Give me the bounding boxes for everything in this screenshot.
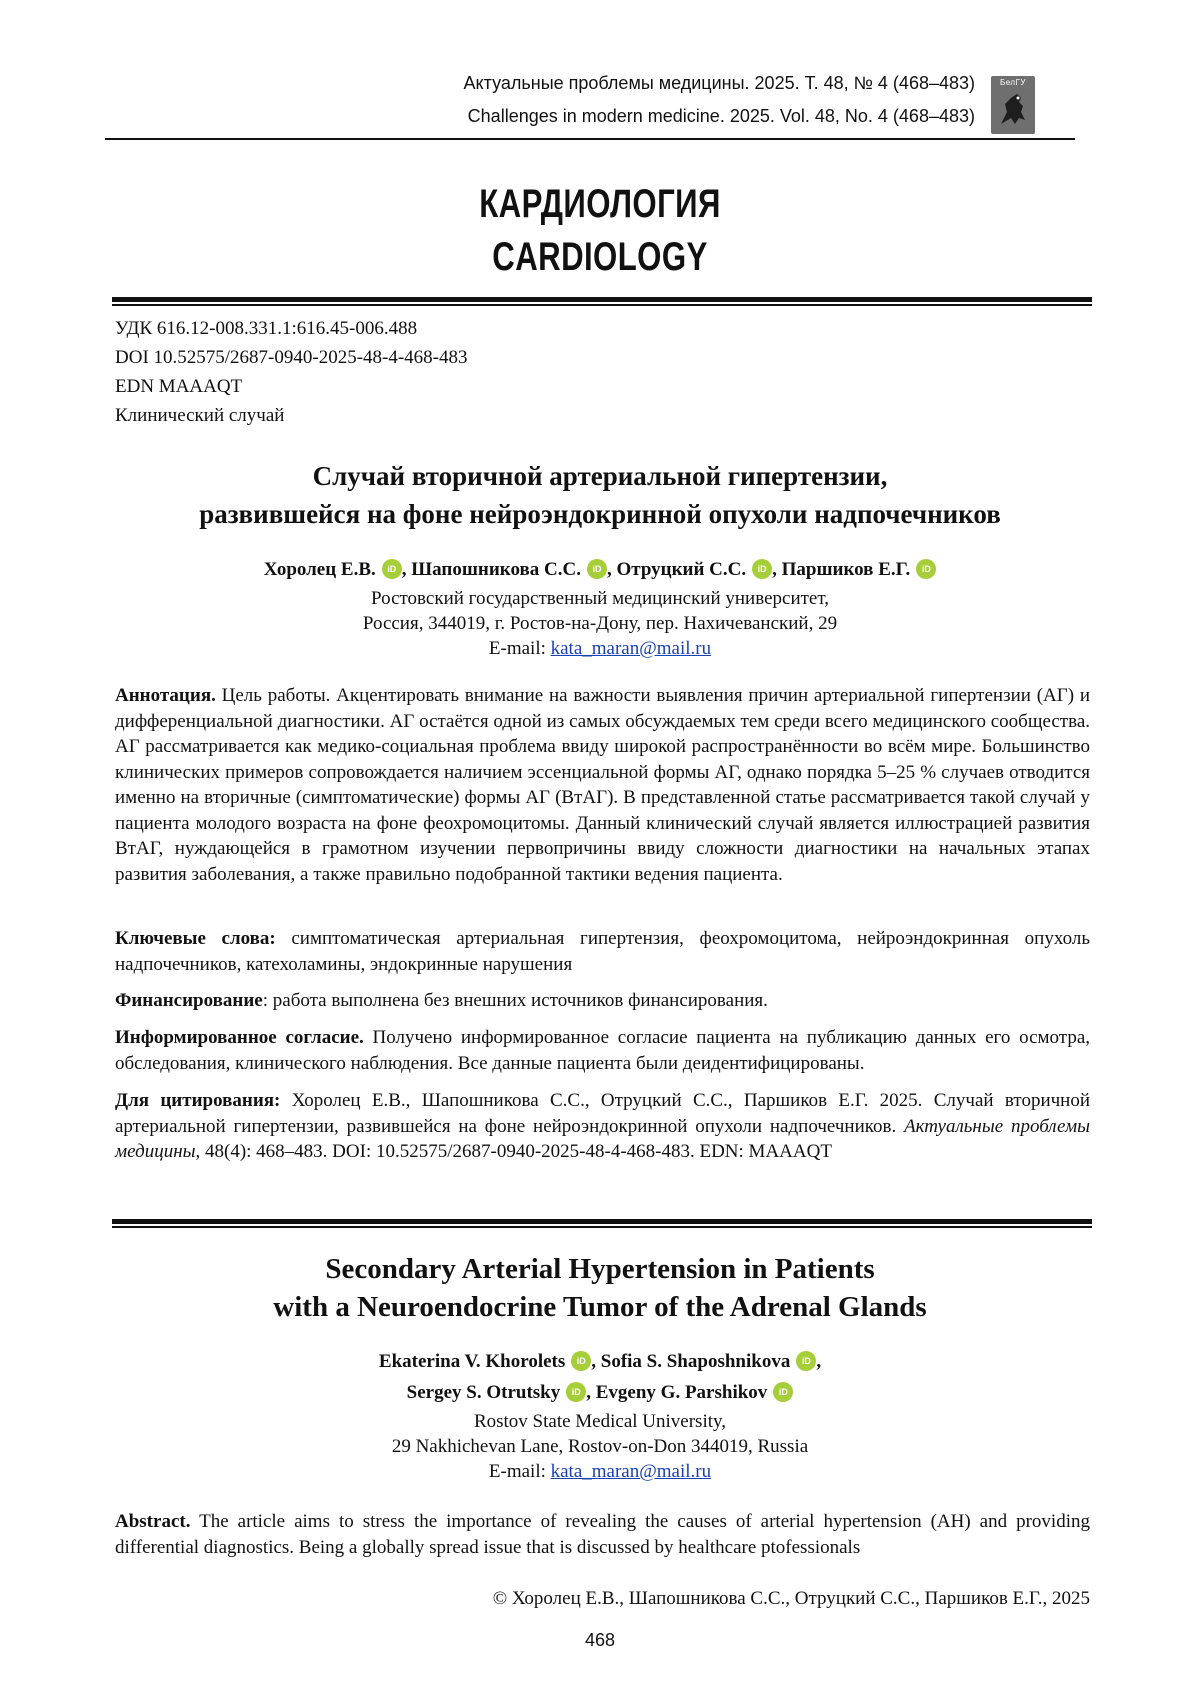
abstract-text: Цель работы. Акцентировать внимание на важности выявления причин артериальной гипертензии (АГ) и дифференциальной диагностики. АГ остаётся одной из самых обсуждаемых тем среди всего медицинского сообщества. АГ рассматривается как медико-социальная проблема ввиду широкой распространённости во всём мире. Большинство клинических примеров сопровождается наличием эссенциальной формы АГ, однако порядка 5–25 % случаев отводится именно на вторичные (симптоматические) формы АГ (ВтАГ). В представленной статье рассматривается такой случай у пациента молодого возраста на фоне феохромоцитомы. Данный клинический случай является иллюстрацией развития ВтАГ, нуждающейся в грамотном изучении первопричины ввиду сложности диагностики на начальных этапах развития заболевания, а также правильно подобранной тактики ведения пациента. [115, 685, 1090, 885]
citation-ru [115, 1088, 1090, 1165]
abstract-text: The article aims to stress the importance of revealing the causes of arterial hypertension (AH) and providing differential diagnostics. Being a globally spread issue that is discussed by healthcare ptofessionals [115, 1511, 1090, 1558]
email-label: E-mail: [488, 1461, 546, 1482]
header-divider [105, 138, 1075, 140]
article-title-ru [100, 457, 1100, 533]
title-ru-line1: Случай вторичной артериальной гипертензии, [312, 461, 888, 491]
funding-label: Финансирование [115, 990, 263, 1011]
language-divider [112, 1219, 1092, 1228]
orcid-icon[interactable]: iD [773, 1382, 793, 1402]
email-line [0, 1459, 1200, 1484]
article-meta [115, 314, 468, 430]
journal-citation-ru: Актуальные проблемы медицины. 2025. Т. 48, № 4 (468–483) [463, 73, 975, 93]
consent-label: Информированное согласие. [115, 1027, 364, 1048]
email-link[interactable]: kata_maran@mail.ru [550, 638, 712, 659]
email-line [0, 636, 1200, 661]
doi: DOI 10.52575/2687-0940-2025-48-4-468-483 [115, 347, 468, 368]
keywords-text: симптоматическая артериальная гипертензия, феохромоцитома, нейроэндокринная опухоль надпочечников, катехоламины, эндокринные нарушения [115, 928, 1090, 975]
affiliation-line: Ростовский государственный медицинский университет, [371, 588, 829, 609]
cite-label: Для цитирования: [115, 1090, 281, 1111]
copyright: © Хоролец Е.В., Шапошникова С.С., Отруцкий С.С., Паршиков Е.Г., 2025 [492, 1588, 1090, 1609]
authors-en-line1: Ekaterina V. Khorolets iD , Sofia S. Shaposhnikova iD , [378, 1351, 822, 1372]
authors-en-line2: Sergey S. Otrutsky iD , Evgeny G. Parshikov iD [0, 1377, 1200, 1408]
abstract-en [115, 1509, 1090, 1560]
article-type: Клинический случай [115, 405, 285, 426]
author-name: Sergey S. Otrutsky [406, 1382, 561, 1403]
email-label: E-mail: [488, 638, 546, 659]
title-en-line1: Secondary Arterial Hypertension in Patients [325, 1253, 875, 1285]
cite-details: , 48(4): 468–483. DOI: 10.52575/2687-0940-2025-48-4-468-483. EDN: MAAAQT [195, 1141, 832, 1162]
affiliation-en [0, 1409, 1200, 1484]
udk: УДК 616.12-008.331.1:616.45-006.488 [115, 318, 418, 339]
page-number: 468 [584, 1630, 616, 1650]
section-title-en: CARDIOLOGY [492, 235, 708, 279]
orcid-icon[interactable]: iD [587, 559, 607, 579]
affiliation-address: Россия, 344019, г. Ростов-на-Дону, пер. Нахичеванский, 29 [362, 613, 838, 634]
funding-text: : работа выполнена без внешних источников финансирования. [262, 990, 768, 1011]
authors-ru: Хоролец Е.В. iD , Шапошникова С.С. iD , Отруцкий С.С. iD , Паршиков Е.Г. iD [0, 555, 1200, 585]
edn: EDN MAAAQT [115, 376, 243, 397]
university-logo [991, 76, 1035, 134]
author-name: Отруцкий С.С. [616, 559, 747, 580]
orcid-icon[interactable]: iD [571, 1351, 591, 1371]
affiliation-line: Rostov State Medical University, [473, 1411, 727, 1432]
logo-text: БелГУ [999, 78, 1026, 87]
author-name: Sofia S. Shaposhnikova [600, 1351, 791, 1372]
abstract-label: Abstract. [115, 1511, 191, 1532]
section-title-ru: КАРДИОЛОГИЯ [479, 182, 721, 226]
funding-ru [115, 988, 1090, 1014]
cite-journal: Актуальные проблемы медицины [115, 1115, 1091, 1162]
title-ru-line2: развившейся на фоне нейроэндокринной опухоли надпочечников [199, 499, 1001, 529]
consent-text: Получено информированное согласие пациента на публикацию данных его осмотра, обследования, клинического наблюдения. Все данные пациента были деидентифицированы. [115, 1027, 1091, 1074]
horse-emblem-icon [997, 90, 1029, 130]
section-divider [112, 297, 1092, 306]
orcid-icon[interactable]: iD [566, 1382, 586, 1402]
author-name: Evgeny G. Parshikov [595, 1382, 768, 1403]
abstract-ru [115, 683, 1090, 887]
author-name: Паршиков Е.Г. [781, 559, 911, 580]
email-link[interactable]: kata_maran@mail.ru [550, 1461, 712, 1482]
orcid-icon[interactable]: iD [916, 559, 936, 579]
orcid-icon[interactable]: iD [796, 1351, 816, 1371]
journal-citation-en: Challenges in modern medicine. 2025. Vol. 48, No. 4 (468–483) [467, 106, 975, 126]
keywords-label: Ключевые слова: [115, 928, 276, 949]
keywords-ru [115, 926, 1090, 977]
author-name: Ekaterina V. Khorolets [378, 1351, 566, 1372]
article-title-en [100, 1250, 1100, 1326]
consent-ru [115, 1025, 1090, 1076]
orcid-icon[interactable]: iD [382, 559, 402, 579]
affiliation-ru [0, 586, 1200, 661]
orcid-icon[interactable]: iD [752, 559, 772, 579]
author-name: Хоролец Е.В. [263, 559, 376, 580]
author-name: Шапошникова С.С. [411, 559, 581, 580]
cite-text: Хоролец Е.В., Шапошникова С.С., Отруцкий С.С., Паршиков Е.Г. 2025. Случай вторичной артериальной гипертензии, развившейся на фоне нейроэндокринной опухоли надпочечников. [115, 1090, 1091, 1137]
affiliation-address: 29 Nakhichevan Lane, Rostov-on-Don 344019, Russia [391, 1436, 809, 1457]
title-en-line2: with a Neuroendocrine Tumor of the Adrenal Glands [273, 1291, 927, 1323]
authors-en [0, 1346, 1200, 1408]
journal-header [105, 70, 1075, 138]
abstract-label: Аннотация. [115, 685, 216, 706]
